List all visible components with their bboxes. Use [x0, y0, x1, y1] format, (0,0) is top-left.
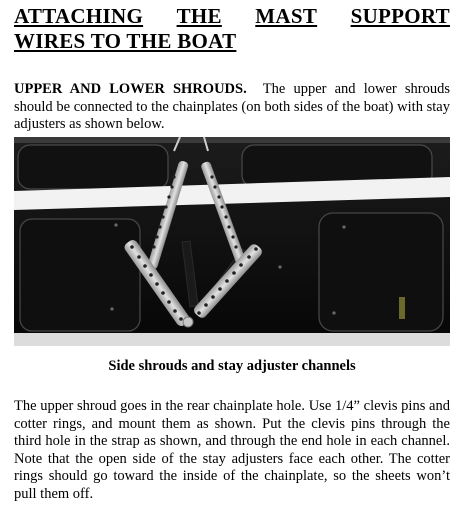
hatch-lower-right — [319, 213, 443, 331]
hatch-lower-left — [20, 219, 140, 331]
section-heading: UPPER AND LOWER SHROUDS. — [14, 81, 247, 97]
yellow-tag — [399, 297, 405, 319]
title-word: ATTACHING — [14, 4, 144, 28]
body-paragraph: The upper shroud goes in the rear chainplate hole. Use 1/4” clevis pins and cotter rings, and mount them as shown. Put the clevis pins through the third hole in the strap as shown, and through the end hole in each channel. Note that the open side of the stay adjusters face each other. The cotter rings should go toward the inside of the chainplate, so the sheets won’t pull them off. — [14, 398, 450, 502]
page-title — [14, 4, 450, 54]
intro-text: The upper and lower shrouds should be connected to the chainplates (on both sides of the boat) with stay adjusters as shown below. — [14, 81, 450, 132]
deck-edge — [14, 333, 450, 346]
title-line-1 — [14, 4, 450, 29]
intro-paragraph — [14, 81, 450, 134]
photo-stay-adjusters — [14, 137, 450, 346]
title-word: THE — [176, 4, 222, 28]
title-line-2: WIRES TO THE BOAT — [14, 29, 237, 53]
title-word: SUPPORT — [350, 4, 450, 28]
clevis-pin — [183, 317, 193, 327]
figure-caption: Side shrouds and stay adjuster channels — [108, 358, 356, 374]
hatch-upper-left — [18, 145, 168, 189]
title-word: MAST — [255, 4, 318, 28]
photo-illustration — [14, 137, 450, 346]
